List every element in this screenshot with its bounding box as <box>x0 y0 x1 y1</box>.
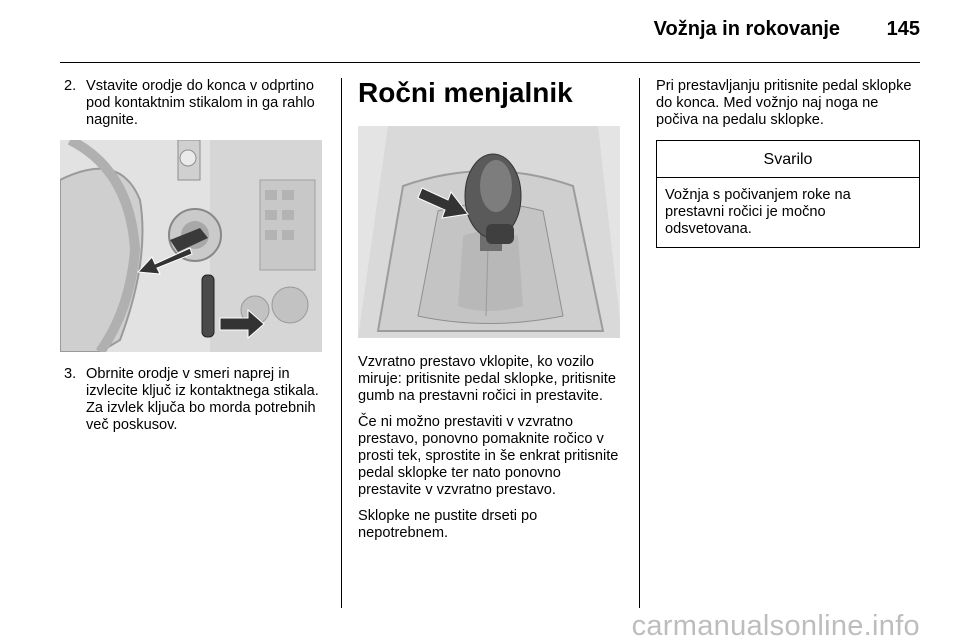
section-title: Ročni menjalnik <box>358 77 573 108</box>
warning-box <box>656 140 920 249</box>
instruction-step-3 <box>60 366 325 435</box>
step-number: 2. <box>64 78 77 94</box>
step-text: Obrnite orodje v smeri naprej in izvlecite ključ iz kontaktnega stikala. Za izvlek ključa bo morda potrebnih več poskusov. <box>86 365 319 434</box>
warning-text: Vožnja s počivanjem roke na prestavni ročici je močno odsvetovana. <box>665 186 851 238</box>
body-text <box>358 354 622 542</box>
step-text: Vstavite orodje do konca v odprtino pod kontaktnim stikalom in ga rahlo nagnite. <box>86 78 315 129</box>
warning-heading: Svarilo <box>657 141 919 178</box>
page-number: 145 <box>886 18 920 40</box>
instruction-step-2 <box>60 78 325 130</box>
column-middle <box>358 78 622 550</box>
watermark: carmanualsonline.info <box>631 610 920 642</box>
page-header <box>60 0 920 63</box>
paragraph: Vzvratno prestavo vklopite, ko vozilo miruje: pritisnite pedal sklopke, pritisnite gumb na prestavni ročici in prestavite. <box>358 354 616 405</box>
column-left <box>60 78 325 434</box>
paragraph: Pri prestavljanju pritisnite pedal sklopke do konca. Med vožnjo naj noga ne počiva na pedalu sklopke. <box>656 78 912 129</box>
gear-lever-illustration <box>358 126 620 338</box>
paragraph: Če ni možno prestaviti v vzvratno prestavo, ponovno pomaknite ročico v prosti tek, sprostite in še enkrat pritisnite pedal sklopke ter nato ponovno prestavite v vzvratno prestavo. <box>358 413 619 499</box>
ignition-key-removal-illustration <box>60 140 322 352</box>
paragraph: Sklopke ne pustite drseti po nepotrebnem. <box>358 507 538 541</box>
column-right <box>656 78 920 248</box>
column-divider <box>341 78 342 608</box>
step-number: 3. <box>64 365 77 382</box>
chapter-title: Vožnja in rokovanje <box>653 18 840 40</box>
column-divider <box>639 78 640 608</box>
